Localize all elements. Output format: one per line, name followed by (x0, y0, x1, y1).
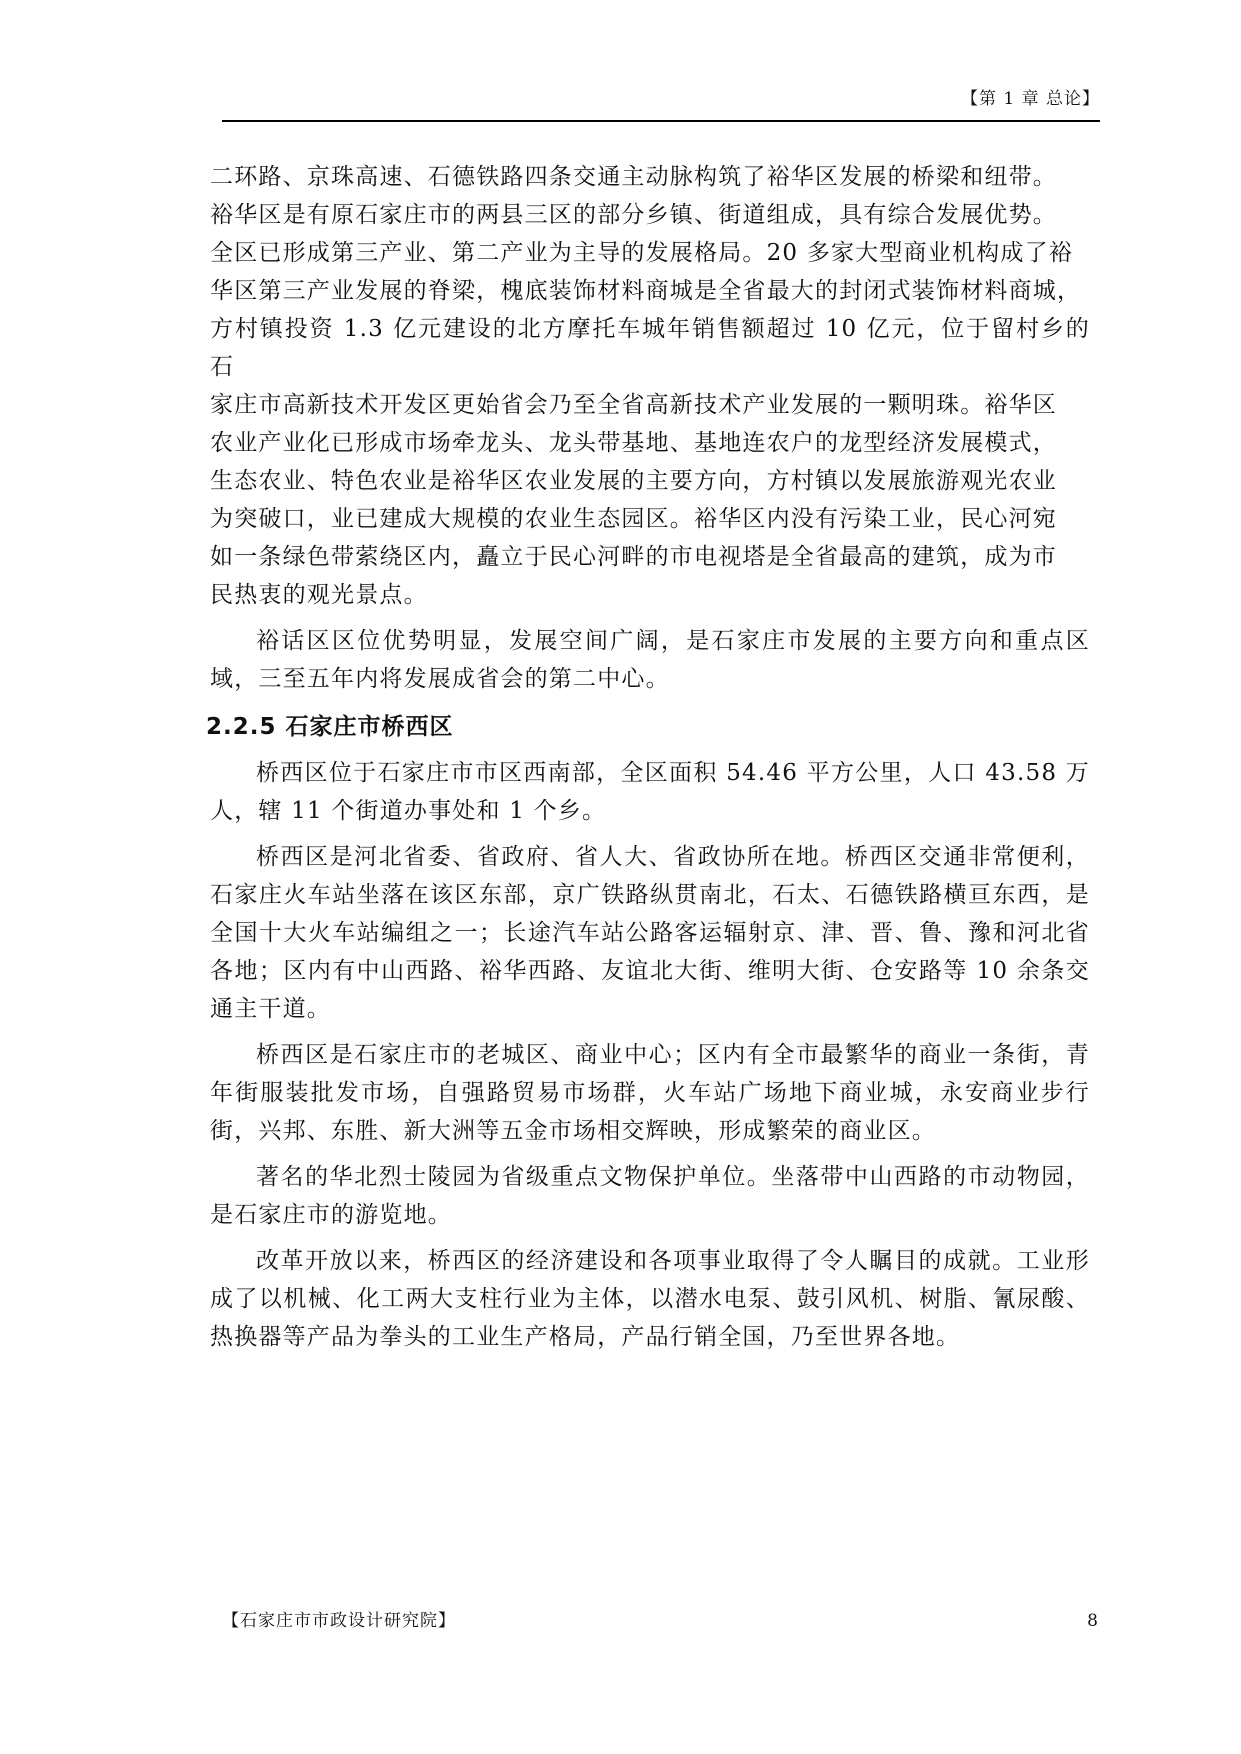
paragraph-qiaoxi-economy: 改革开放以来，桥西区的经济建设和各项事业取得了令人瞩目的成就。工业形成了以机械、化工两大支柱行业为主体，以潜水电泵、鼓引风机、树脂、氰尿酸、热换器等产品为拳头的工业生产格局，产品行销全国，乃至世界各地。 (210, 1248, 1090, 1350)
chapter-title: 【第 1 章 总论】 (960, 89, 1100, 109)
intro-line: 华区第三产业发展的脊梁，槐底装饰材料商城是全省最大的封闭式装饰材料商城， (210, 278, 1082, 304)
page-header (222, 82, 1100, 122)
section-heading: 2.2.5 石家庄市桥西区 (206, 714, 454, 740)
intro-line: 裕华区是有原石家庄市的两县三区的部分乡镇、街道组成，具有综合发展优势。 (210, 202, 1057, 228)
page-footer (222, 1610, 1100, 1636)
paragraph-qiaoxi-overview: 桥西区位于石家庄市市区西南部，全区面积 54.46 平方公里，人口 43.58 万人，辖 11 个街道办事处和 1 个乡。 (210, 760, 1090, 824)
paragraph-qiaoxi-transport: 桥西区是河北省委、省政府、省人大、省政协所在地。桥西区交通非常便利，石家庄火车站坐落在该区东部，京广铁路纵贯南北，石太、石德铁路横亘东西，是全国十大火车站编组之一；长途汽车站公路客运辐射京、津、晋、鲁、豫和河北省各地；区内有中山西路、裕华西路、友谊北大街、维明大街、仓安路等 10 余条交通主干道。 (210, 844, 1090, 1022)
paragraph-qiaoxi-commerce: 桥西区是石家庄市的老城区、商业中心；区内有全市最繁华的商业一条街，青年街服装批发市场，自强路贸易市场群，火车站广场地下商业城，永安商业步行街，兴邦、东胜、新大洲等五金市场相交辉映，形成繁荣的商业区。 (210, 1042, 1090, 1144)
intro-line: 家庄市高新技术开发区更始省会乃至全省高新技术产业发展的一颗明珠。裕华区 (210, 392, 1057, 418)
paragraph-location-advantage: 裕话区区位优势明显，发展空间广阔，是石家庄市发展的主要方向和重点区域，三至五年内将发展成省会的第二中心。 (210, 628, 1090, 692)
intro-line: 二环路、京珠高速、石德铁路四条交通主动脉构筑了裕华区发展的桥梁和纽带。 (210, 164, 1057, 190)
intro-line: 全区已形成第三产业、第二产业为主导的发展格局。20 多家大型商业机构成了裕 (210, 240, 1073, 266)
intro-line: 为突破口，业已建成大规模的农业生态园区。裕华区内没有污染工业，民心河宛 (210, 506, 1057, 532)
page-number: 8 (1087, 1611, 1098, 1631)
intro-paragraph (210, 158, 1090, 614)
document-body (206, 158, 1090, 1356)
intro-line: 农业产业化已形成市场牵龙头、龙头带基地、基地连农户的龙型经济发展模式， (210, 430, 1057, 456)
intro-line: 生态农业、特色农业是裕华区农业发展的主要方向，方村镇以发展旅游观光农业 (210, 468, 1057, 494)
intro-line: 民热衷的观光景点。 (210, 582, 428, 608)
intro-line: 方村镇投资 1.3 亿元建设的北方摩托车城年销售额超过 10 亿元，位于留村乡的石 (210, 316, 1090, 380)
paragraph-qiaoxi-landmarks: 著名的华北烈士陵园为省级重点文物保护单位。坐落带中山西路的市动物园，是石家庄市的游览地。 (210, 1164, 1090, 1228)
organization-name: 【石家庄市市政设计研究院】 (222, 1611, 456, 1631)
intro-line: 如一条绿色带萦绕区内，矗立于民心河畔的市电视塔是全省最高的建筑，成为市 (210, 544, 1057, 570)
